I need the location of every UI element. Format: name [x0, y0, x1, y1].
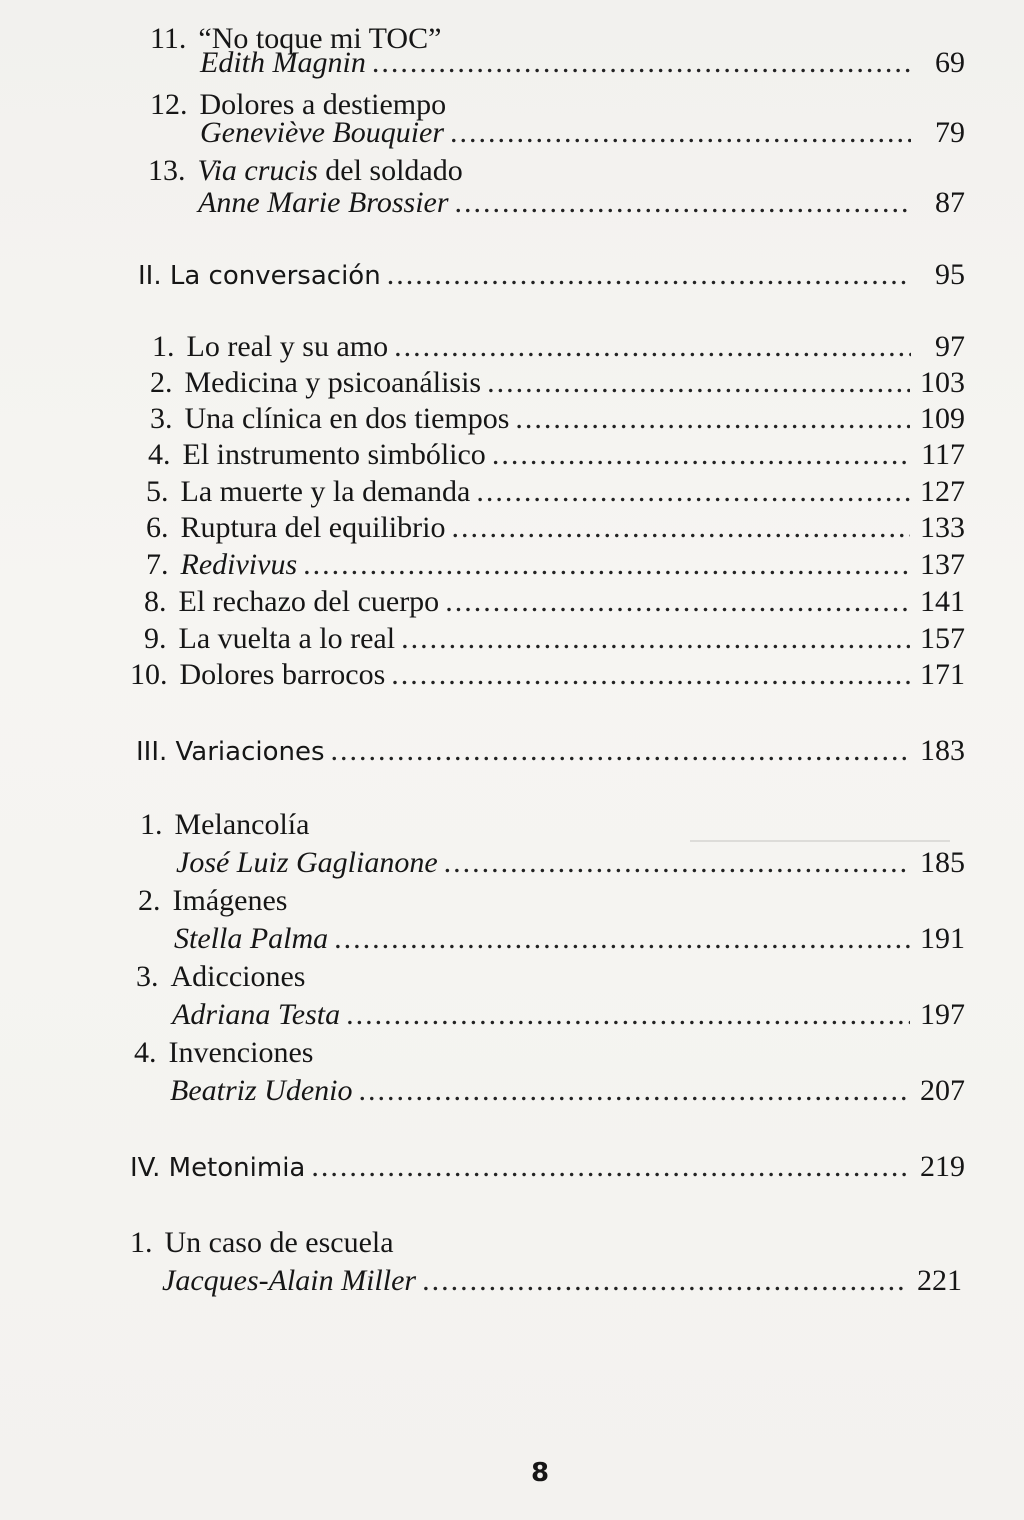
entry-title: Adicciones [170, 960, 306, 993]
entry-page: 97 [935, 330, 965, 363]
toc-entry [152, 330, 965, 364]
page-number: 8 [530, 1458, 550, 1488]
entry-title: El instrumento simbólico [182, 438, 486, 471]
entry-title: Ruptura del equilibrio [180, 511, 446, 544]
toc-entry [144, 585, 965, 619]
entry-title: Dolores a destiempo [199, 88, 447, 121]
leader-dots [476, 475, 910, 509]
entry-number: 1. [152, 330, 175, 363]
entry-author: Geneviève Bouquier [200, 116, 445, 149]
entry-author: José Luiz Gaglianone [176, 846, 438, 879]
entry-title: Invenciones [168, 1036, 314, 1069]
toc-entry-11-author [200, 46, 965, 80]
leader-dots [451, 511, 910, 545]
entry-author: Stella Palma [174, 922, 329, 955]
leader-dots [515, 402, 910, 436]
entry-page: 171 [920, 658, 965, 691]
section-title: II. La conversación [138, 261, 381, 291]
entry-title-rest: del soldado [317, 154, 463, 187]
toc-entry-title [140, 808, 960, 842]
leader-dots [422, 1264, 907, 1298]
leader-dots [331, 734, 910, 768]
entry-number: 3. [136, 960, 159, 993]
leader-dots [372, 46, 911, 80]
leader-dots [487, 366, 910, 400]
entry-number: 2. [138, 884, 161, 917]
toc-entry-13-title [148, 154, 968, 188]
entry-title: Melancolía [174, 808, 310, 841]
entry-number: 7. [146, 548, 169, 581]
toc-entry-13-author [198, 186, 965, 220]
entry-number: 1. [140, 808, 163, 841]
leader-dots [455, 186, 911, 220]
leader-dots [391, 658, 910, 692]
entry-number: 3. [150, 402, 173, 435]
entry-number: 1. [130, 1226, 153, 1259]
entry-title: El rechazo del cuerpo [178, 585, 440, 618]
leader-dots [303, 548, 910, 582]
toc-entry-author [170, 1074, 965, 1108]
toc-entry-title [134, 1036, 954, 1070]
entry-number: 11. [150, 22, 187, 55]
toc-entry-author [162, 1264, 962, 1298]
toc-entry [130, 658, 965, 692]
entry-page: 221 [917, 1264, 962, 1297]
entry-title-italic: Via crucis [197, 154, 318, 187]
entry-author: Jacques-Alain Miller [162, 1264, 417, 1297]
entry-author: Beatriz Udenio [170, 1074, 353, 1107]
entry-title: Medicina y psicoanálisis [184, 366, 482, 399]
toc-entry-author [174, 922, 965, 956]
entry-page: 185 [920, 846, 965, 879]
entry-page: 69 [935, 46, 965, 79]
entry-page: 127 [920, 475, 965, 508]
entry-page: 133 [920, 511, 965, 544]
entry-title: Imágenes [172, 884, 288, 917]
toc-entry-title [138, 884, 958, 918]
entry-page: 197 [920, 998, 965, 1031]
toc-entry [150, 366, 965, 400]
leader-dots [334, 922, 910, 956]
entry-number: 6. [146, 511, 169, 544]
leader-dots [445, 585, 910, 619]
toc-entry [148, 438, 965, 472]
leader-dots [394, 330, 911, 364]
entry-author: Adriana Testa [172, 998, 341, 1031]
entry-title: Redivivus [180, 548, 298, 581]
toc-entry-title [136, 960, 956, 994]
entry-author: Edith Magnin [200, 46, 366, 79]
section-page: 95 [935, 258, 965, 291]
entry-title: La muerte y la demanda [180, 475, 471, 508]
entry-number: 4. [134, 1036, 157, 1069]
entry-title: Una clínica en dos tiempos [184, 402, 510, 435]
leader-dots [387, 258, 911, 292]
toc-entry-title [130, 1226, 950, 1260]
entry-page: 157 [920, 622, 965, 655]
toc-section-3 [136, 734, 965, 768]
leader-dots [492, 438, 911, 472]
entry-page: 117 [921, 438, 965, 471]
leader-dots [444, 846, 910, 880]
entry-page: 191 [920, 922, 965, 955]
section-title: III. Variaciones [136, 737, 325, 767]
toc-entry-12-author [200, 116, 965, 150]
section-page: 183 [920, 734, 965, 767]
toc-entry-author [176, 846, 965, 880]
entry-page: 137 [920, 548, 965, 581]
entry-page: 87 [935, 186, 965, 219]
leader-dots [401, 622, 910, 656]
entry-page: 207 [920, 1074, 965, 1107]
toc-entry [146, 548, 965, 582]
entry-page: 103 [920, 366, 965, 399]
section-page: 219 [920, 1150, 965, 1183]
toc-section-2 [138, 258, 965, 292]
toc-entry [144, 622, 965, 656]
section-title: IV. Metonimia [130, 1153, 306, 1183]
toc-entry-author [172, 998, 965, 1032]
entry-title: Dolores barrocos [179, 658, 386, 691]
toc-entry [146, 475, 965, 509]
entry-title: La vuelta a lo real [178, 622, 396, 655]
entry-title [198, 154, 463, 188]
entry-title: Un caso de escuela [164, 1226, 394, 1259]
entry-title: “No toque mi TOC” [198, 22, 442, 55]
leader-dots [346, 998, 910, 1032]
entry-number: 13. [148, 154, 186, 187]
entry-page: 109 [920, 402, 965, 435]
entry-number: 2. [150, 366, 173, 399]
entry-number: 5. [146, 475, 169, 508]
entry-number: 8. [144, 585, 167, 618]
entry-number: 12. [150, 88, 188, 121]
entry-author: Anne Marie Brossier [198, 186, 449, 219]
toc-entry [146, 511, 965, 545]
leader-dots [311, 1150, 910, 1184]
entry-page: 141 [920, 585, 965, 618]
entry-number: 10. [130, 658, 168, 691]
entry-number: 4. [148, 438, 171, 471]
entry-number: 9. [144, 622, 167, 655]
toc-section-4 [130, 1150, 965, 1184]
entry-page: 79 [935, 116, 965, 149]
toc-entry [150, 402, 965, 436]
entry-title: Lo real y su amo [186, 330, 389, 363]
leader-dots [450, 116, 911, 150]
leader-dots [358, 1074, 910, 1108]
